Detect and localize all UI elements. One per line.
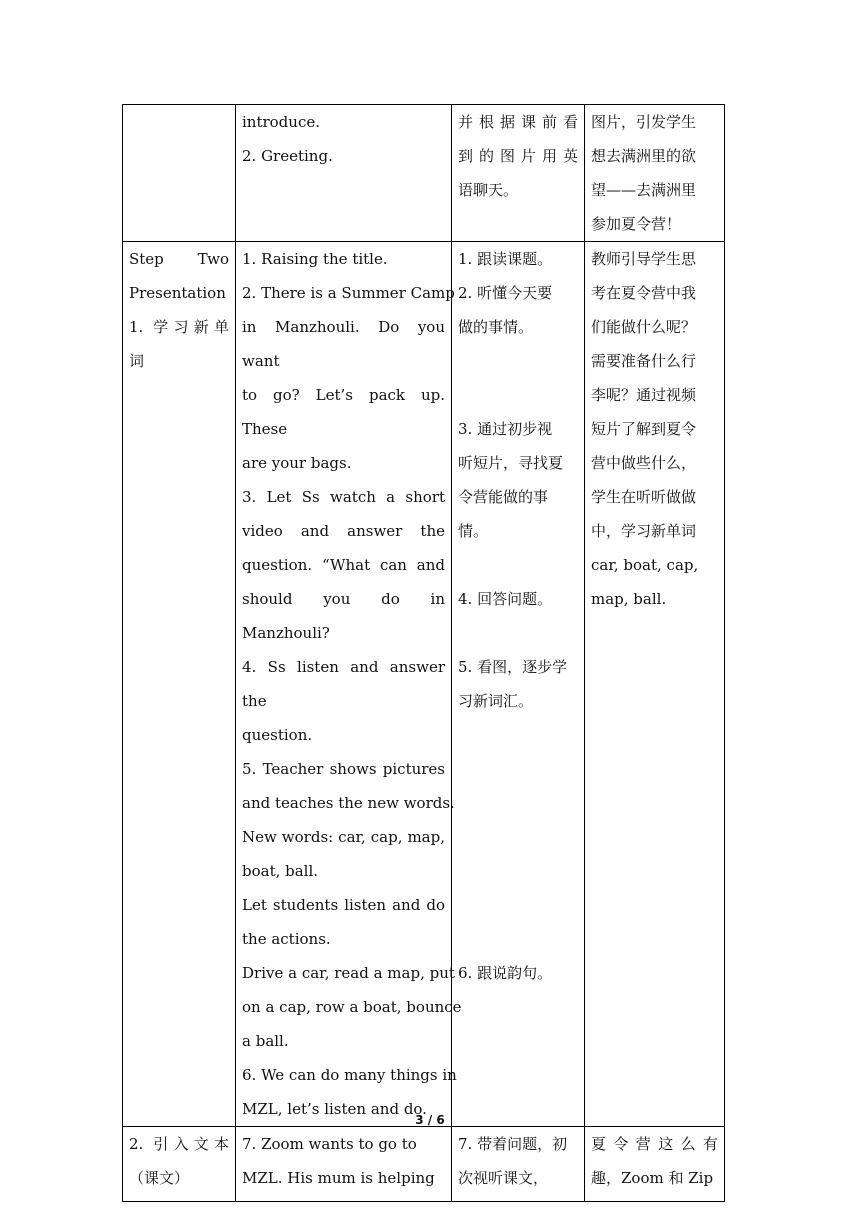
cell-text: 营中做些什么， (591, 454, 697, 472)
cell-text: 们能做什么呢？ (591, 318, 697, 336)
cell-text: 7. Zoom wants to go to (242, 1135, 417, 1153)
step-label: 词 (129, 352, 145, 370)
cell-text: 图片，引发学生 (591, 113, 697, 131)
cell-text: 趣，Zoom 和 Zip (591, 1169, 714, 1187)
cell-text: 6. 跟说韵句。 (458, 964, 553, 982)
cell-text: 3. Let Ss watch a short (242, 488, 445, 506)
cell-text: Drive a car, read a map, put (242, 964, 455, 982)
cell-text: are your bags. (242, 454, 352, 472)
cell-text: in Manzhouli. Do you want (242, 318, 445, 370)
cell-text: 做的事情。 (458, 318, 534, 336)
cell-text: on a cap, row a boat, bounce (242, 998, 462, 1016)
cell-text: question. (242, 726, 313, 744)
table-row (123, 1127, 725, 1202)
table-cell (236, 242, 462, 1127)
cell-text: and teaches the new words. (242, 794, 455, 812)
cell-text: 7. 带着问题，初 (458, 1135, 568, 1153)
page-number: 3 / 6 (415, 1113, 445, 1127)
table-row (123, 242, 725, 1127)
cell-text: boat, ball. (242, 862, 319, 880)
cell-text: 需要准备什么行 (591, 352, 697, 370)
cell-text: MZL, let’s listen and do. (242, 1100, 427, 1118)
cell-text: the actions. (242, 930, 331, 948)
cell-text: 李呢？通过视频 (591, 386, 697, 404)
cell-text: Manzhouli? (242, 624, 330, 642)
step-label: 1. 学习新单 (129, 318, 229, 336)
cell-text: 短片了解到夏令 (591, 420, 697, 438)
cell-text: 1. Raising the title. (242, 250, 388, 268)
cell-text: question. “What can and (242, 556, 445, 574)
cell-text: 望——去满洲里 (591, 181, 697, 199)
step-label: Presentation (129, 284, 226, 302)
cell-text: 夏令营这么有 (591, 1135, 718, 1153)
cell-text: 学生在听听做做 (591, 488, 697, 506)
cell-text: 2. 听懂今天要 (458, 284, 553, 302)
table-cell (452, 242, 585, 1127)
cell-text: 3. 通过初步视 (458, 420, 553, 438)
cell-text: introduce. (242, 113, 320, 131)
cell-text: video and answer the (242, 522, 445, 540)
cell-text: 考在夏令营中我 (591, 284, 697, 302)
cell-text: a ball. (242, 1032, 289, 1050)
cell-text: to go? Let’s pack up. These (242, 386, 445, 438)
cell-text: 情。 (458, 522, 489, 540)
cell-text: car, boat, cap, (591, 556, 699, 574)
cell-text: 6. We can do many things in (242, 1066, 457, 1084)
table-cell (123, 1127, 236, 1202)
table-row (123, 105, 725, 242)
cell-text: should you do in (242, 590, 445, 608)
cell-text: 中，学习新单词 (591, 522, 697, 540)
table-cell (236, 105, 452, 242)
cell-text: map, ball. (591, 590, 667, 608)
cell-text: 2. There is a Summer Camp (242, 284, 455, 302)
cell-text: 到的图片用英 (458, 147, 578, 165)
cell-text: 并根据课前看 (458, 113, 578, 131)
cell-text: New words: car, cap, map, (242, 828, 445, 846)
cell-text: 4. Ss listen and answer the (242, 658, 445, 710)
cell-text: Let students listen and do (242, 896, 445, 914)
table-cell (585, 105, 725, 242)
cell-text: 习新词汇。 (458, 692, 534, 710)
cell-text: 语聊天。 (458, 181, 519, 199)
cell-text: 2. Greeting. (242, 147, 333, 165)
table-cell (585, 242, 725, 1127)
cell-text: 5. 看图，逐步学 (458, 658, 568, 676)
step-label: （课文） (129, 1169, 190, 1187)
step-label: 2. 引入文本 (129, 1135, 229, 1153)
cell-text: 4. 回答问题。 (458, 590, 553, 608)
cell-text: 1. 跟读课题。 (458, 250, 553, 268)
step-label: Step Two (129, 250, 229, 268)
cell-text: 5. Teacher shows pictures (242, 760, 445, 778)
table-cell (123, 242, 236, 1127)
lesson-plan-table (122, 104, 725, 1202)
table-cell (585, 1127, 725, 1202)
table-cell (452, 1127, 585, 1202)
table-cell (236, 1127, 452, 1202)
cell-text: MZL. His mum is helping (242, 1169, 435, 1187)
table-cell (452, 105, 585, 242)
cell-text: 令营能做的事 (458, 488, 549, 506)
table-cell (123, 105, 236, 242)
cell-text: 参加夏令营！ (591, 215, 682, 233)
cell-text: 想去满洲里的欲 (591, 147, 697, 165)
cell-text: 听短片，寻找夏 (458, 454, 564, 472)
cell-text: 教师引导学生思 (591, 250, 697, 268)
cell-text: 次视听课文， (458, 1169, 549, 1187)
